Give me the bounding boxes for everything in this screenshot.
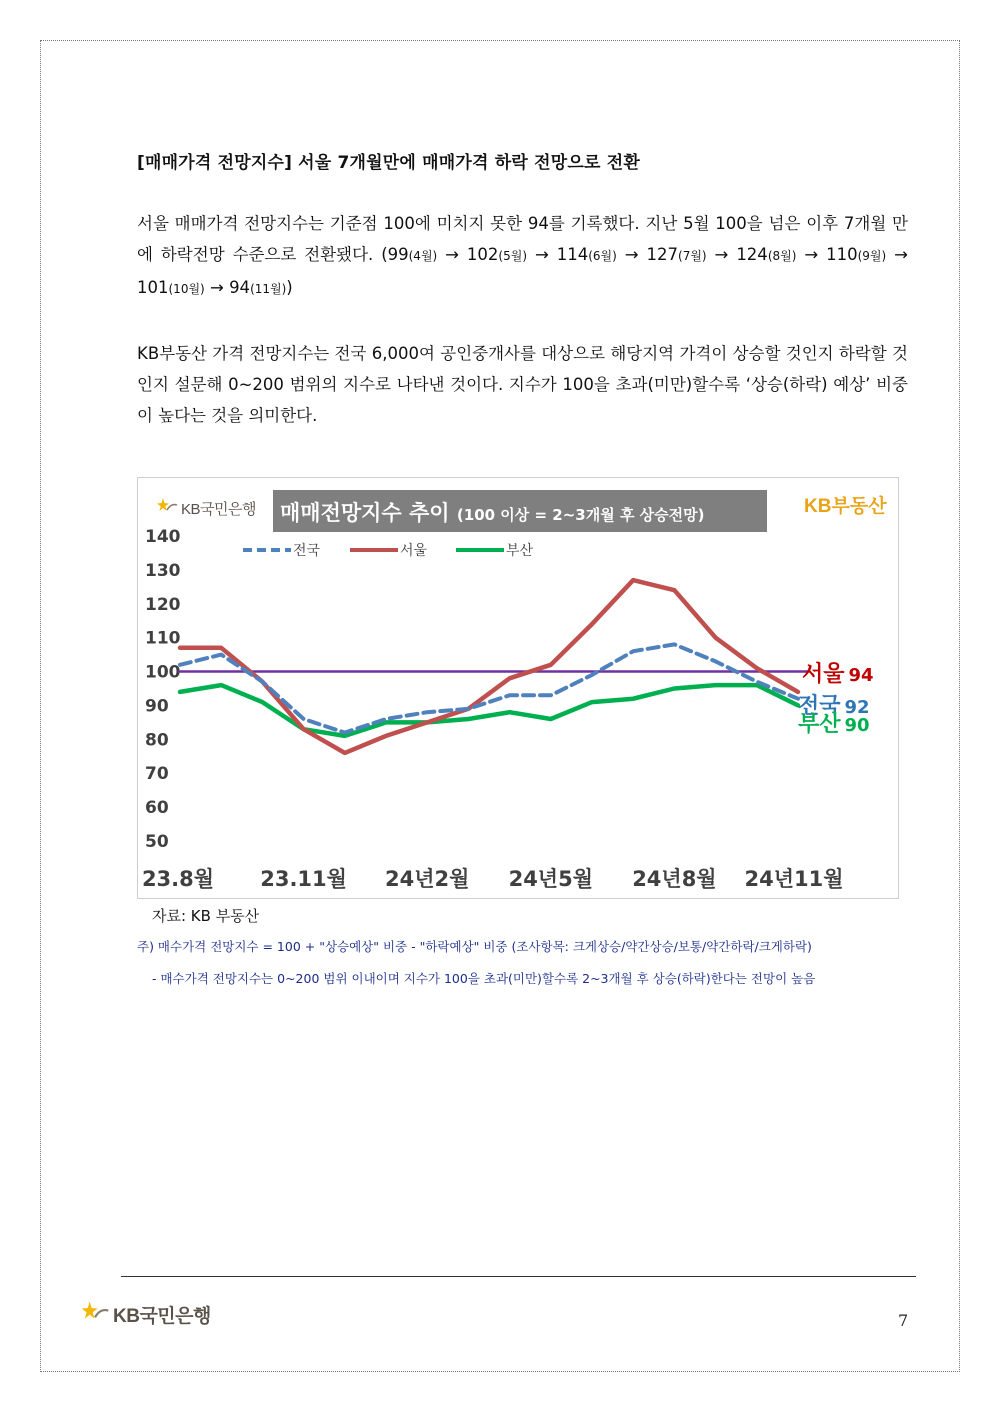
footnote-formula: 주) 매수가격 전망지수 = 100 + "상승예상" 비중 - "하락예상" 비중 (조사항목: 크게상승/약간상승/보통/약간하락/크게하락) [137,939,812,954]
footer-rule [121,1276,916,1277]
series-line-전국 [180,644,798,732]
section-heading: [매매가격 전망지수] 서울 7개월만에 매매가격 하락 전망으로 전환 [137,153,640,173]
sequence-value: 101 [137,278,169,297]
chart-brand-corner: KB부동산 [804,496,887,517]
y-tick-label: 80 [145,730,169,751]
sequence-value: 114 [556,245,589,264]
y-tick-label: 100 [145,662,181,683]
star-icon [80,1300,110,1328]
x-tick-label: 23.8월 [141,867,215,891]
chart-title-main: 매매전망지수 추이 [280,501,457,525]
sequence-month: (4월) [408,249,438,263]
paragraph1-close: ) [286,278,293,297]
end-label [802,661,874,687]
sequence-month: (7월) [678,249,707,263]
sequence-value: 102 [466,245,499,264]
source-note: 자료: KB 부동산 [152,907,260,925]
arrow-icon: → [894,245,908,264]
end-label [798,711,870,737]
sequence-value: 94 [229,278,251,297]
page-number: 7 [898,1311,909,1330]
sequence-month: (5월) [498,249,528,263]
sequence-month: (8월) [767,249,797,263]
chart-panel [137,477,899,899]
series-line-서울 [180,580,798,753]
end-label-value: 90 [844,715,870,736]
arrow-icon: → [624,245,639,264]
x-tick-label: 24년2월 [384,867,470,891]
arrow-icon: → [804,245,819,264]
y-tick-label: 70 [145,764,169,785]
chart-bank-logo [156,497,256,519]
sequence-value: 124 [736,245,768,264]
y-tick-label: 110 [145,628,181,649]
end-label-name: 부산 [798,712,841,737]
sequence-month: (11월) [250,282,287,296]
legend-label: 부산 [506,543,534,559]
chart-bank-logo-text: KB국민은행 [181,500,256,518]
y-tick-label: 60 [145,798,169,819]
star-icon [156,497,178,519]
arrow-icon: → [714,245,729,264]
sequence-month: (6월) [588,249,617,263]
arrow-icon: → [209,278,224,297]
sequence-value: 127 [646,245,679,264]
end-label-value: 94 [848,665,874,686]
chart-subtitle: (100 이상 = 2~3개월 후 상승전망) [456,506,705,524]
end-label-value: 92 [844,697,870,718]
footer-bank-logo-text: KB국민은행 [113,1305,211,1327]
paragraph-index-explanation: KB부동산 가격 전망지수는 전국 6,000여 공인중개사를 대상으로 해당지역 가격이 상승할 것인지 하락할 것인지 설문해 0~200 범위의 지수로 나타낸 것이다. 지수가 100을 초과(미만)할수록 ‘상승(하락) 예상’ 비중이 높다는 것을 의미한다. [137,344,908,425]
y-tick-label: 50 [145,832,169,852]
legend-label: 전국 [293,543,321,559]
chart-svg [138,478,900,900]
x-tick-label: 24년11월 [744,867,844,891]
legend-label: 서울 [400,543,428,559]
paragraph-seoul-index [137,208,908,305]
y-tick-label: 130 [145,560,181,581]
x-tick-label: 24년5월 [508,867,594,891]
footer-bank-logo [80,1300,211,1328]
sequence-value: 110 [826,245,858,264]
x-tick-label: 23.11월 [260,867,347,891]
y-tick-label: 90 [145,696,169,717]
arrow-icon: → [534,245,549,264]
y-tick-label: 140 [145,527,181,547]
end-label-name: 전국 [798,694,841,719]
paragraph1-text: 서울 매매가격 전망지수는 기준점 100에 미치지 못한 94를 기록했다. 지난 5월 100을 넘은 이후 7개월 만에 하락전망 수준으로 전환됐다. (99 [137,214,908,264]
arrow-icon: → [445,245,459,264]
x-tick-label: 24년8월 [632,867,717,891]
end-label-name: 서울 [802,662,845,687]
y-tick-label: 120 [145,594,181,615]
sequence-month: (9월) [857,249,887,263]
footnote-range: - 매수가격 전망지수는 0~200 범위 이내이며 지수가 100을 초과(미만)할수록 2~3개월 후 상승(하락)한다는 전망이 높음 [152,971,816,986]
sequence-month: (10월) [168,282,205,296]
